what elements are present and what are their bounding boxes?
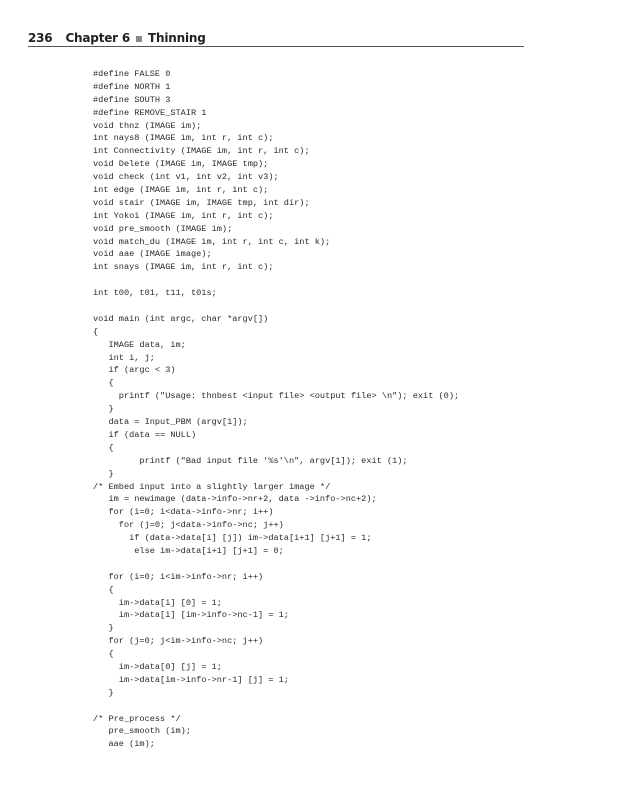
code-line: void pre_smooth (IMAGE im); xyxy=(93,223,233,234)
code-line: void check (int v1, int v2, int v3); xyxy=(93,172,279,183)
code-line: im->data[im->info->nr-1] [j] = 1; xyxy=(93,674,289,685)
code-line: #define NORTH 1 xyxy=(93,81,171,92)
code-line: printf ("Bad input file '%s'\n", argv[1]); exit (1); xyxy=(93,455,408,466)
code-line: im->data[0] [j] = 1; xyxy=(93,661,222,672)
code-line: /* Embed input into a slightly larger image */ xyxy=(93,481,331,492)
code-line xyxy=(93,700,459,713)
code-line: /* Pre_process */ xyxy=(93,713,181,724)
code-line: #define SOUTH 3 xyxy=(93,94,171,105)
code-line: } xyxy=(93,404,114,415)
code-line: if (data->data[i] [j]) im->data[i+1] [j+1] = 1; xyxy=(93,533,372,544)
code-line: if (argc < 3) xyxy=(93,365,176,376)
code-listing xyxy=(93,68,459,751)
code-line: #define REMOVE_STAIR 1 xyxy=(93,107,207,118)
code-line: aae (im); xyxy=(93,739,155,750)
chapter-label: Chapter 6 xyxy=(65,31,131,45)
code-line: } xyxy=(93,468,114,479)
bullet-separator-icon xyxy=(136,36,142,42)
code-line: int i, j; xyxy=(93,352,155,363)
code-line xyxy=(93,558,459,571)
code-line: int Connectivity (IMAGE im, int r, int c); xyxy=(93,146,310,157)
code-line: int nays8 (IMAGE im, int r, int c); xyxy=(93,133,274,144)
code-line: } xyxy=(93,687,114,698)
code-line: im->data[i] [0] = 1; xyxy=(93,597,222,608)
code-line: void stair (IMAGE im, IMAGE tmp, int dir); xyxy=(93,197,310,208)
code-line: im = newimage (data->info->nr+2, data ->info->nc+2); xyxy=(93,494,377,505)
code-line: void main (int argc, char *argv[]) xyxy=(93,313,269,324)
code-line: int t00, t01, t11, t01s; xyxy=(93,288,217,299)
code-line: void aae (IMAGE image); xyxy=(93,249,212,260)
code-line: for (j=0; j<data->info->nc; j++) xyxy=(93,520,284,531)
code-line: im->data[i] [im->info->nc-1] = 1; xyxy=(93,610,289,621)
code-line: for (i=0; i<data->info->nr; i++) xyxy=(93,507,274,518)
code-line: for (j=0; j<im->info->nc; j++) xyxy=(93,636,264,647)
code-line: data = Input_PBM (argv[1]); xyxy=(93,417,248,428)
code-line: { xyxy=(93,442,114,453)
code-line: pre_smooth (im); xyxy=(93,726,191,737)
code-line: int snays (IMAGE im, int r, int c); xyxy=(93,262,274,273)
chapter-title: Thinning xyxy=(148,31,206,45)
code-line: { xyxy=(93,584,114,595)
code-line: { xyxy=(93,326,99,337)
code-line: void thnz (IMAGE im); xyxy=(93,120,202,131)
code-line: { xyxy=(93,649,114,660)
page-number: 236 xyxy=(28,31,53,45)
code-line xyxy=(93,300,459,313)
code-line: printf ("Usage: thnbest <input file> <output file> \n"); exit (0); xyxy=(93,391,460,402)
code-line: IMAGE data, im; xyxy=(93,339,186,350)
code-line: { xyxy=(93,378,114,389)
code-line: int Yokoi (IMAGE im, int r, int c); xyxy=(93,210,274,221)
code-line: void match_du (IMAGE im, int r, int c, int k); xyxy=(93,236,331,247)
code-line: } xyxy=(93,623,114,634)
code-line: #define FALSE 0 xyxy=(93,69,171,79)
code-line: void Delete (IMAGE im, IMAGE tmp); xyxy=(93,159,269,170)
code-line: if (data == NULL) xyxy=(93,429,197,440)
code-line xyxy=(93,274,459,287)
running-head xyxy=(28,29,524,47)
code-line: int edge (IMAGE im, int r, int c); xyxy=(93,185,269,196)
code-line: for (i=0; i<im->info->nr; i++) xyxy=(93,571,264,582)
code-line: else im->data[i+1] [j+1] = 0; xyxy=(93,545,284,556)
